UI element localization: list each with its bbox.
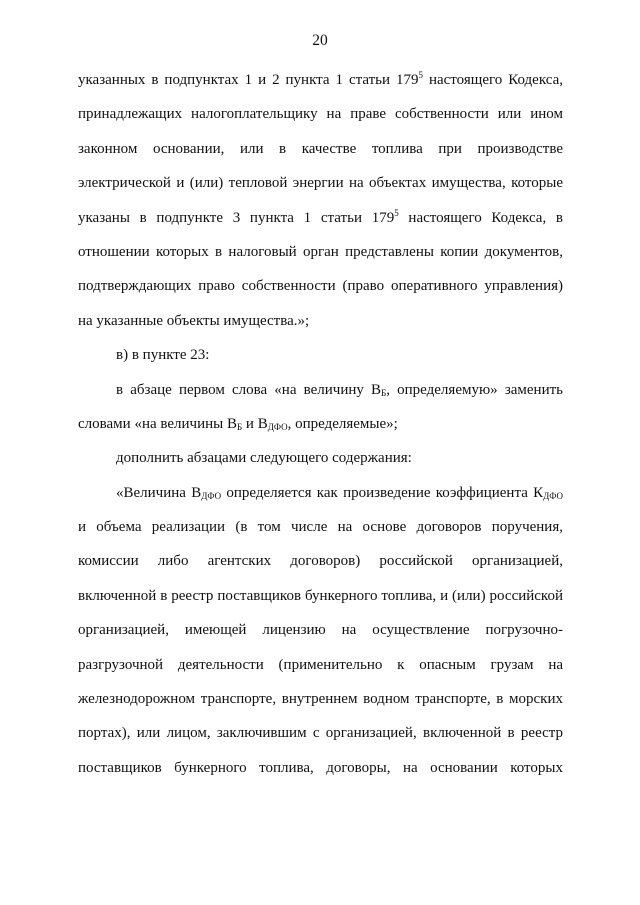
superscript: 5	[418, 70, 423, 80]
text-line: включенной в реестр поставщиков бункерного топлива, и (или) российской	[78, 587, 563, 604]
text-line: подтверждающих право собственности (право оперативного управления)	[78, 278, 563, 295]
text-fragment: определяется как произведение коэффициента К	[221, 484, 544, 501]
text-line	[78, 407, 563, 441]
text-fragment: «Величина В	[116, 484, 202, 501]
subscript: ДФО	[267, 421, 288, 432]
text-line: принадлежащих налогоплательщику на праве собственности или ином	[78, 106, 563, 123]
text-line: законном основании, или в качестве топлива при производстве	[78, 140, 563, 157]
text-line: поставщиков бункерного топлива, договоры, на основании которых	[78, 759, 563, 776]
text-fragment: , определяемые»;	[287, 415, 398, 432]
text-line: железнодорожном транспорте, внутреннем водном транспорте, в морских	[78, 691, 563, 708]
text-line: организацией, имеющей лицензию на осуществление погрузочно-	[78, 622, 563, 639]
subscript: Б	[381, 387, 387, 398]
superscript: 5	[394, 207, 399, 218]
text-fragment: , определяемую» заменить	[386, 381, 564, 398]
text-line: дополнить абзацами следующего содержания:	[116, 450, 412, 467]
text-fragment: настоящего Кодекса, в	[398, 209, 564, 226]
text-fragment: указаны в подпункте 3 пункта 1 статьи 179	[78, 209, 395, 226]
text-line	[78, 476, 563, 510]
text-line: отношении которых в налоговый орган представлены копии документов,	[78, 243, 563, 260]
subscript: Б	[237, 421, 243, 432]
text-line	[78, 373, 563, 407]
text-line: разгрузочной деятельности (применительно к опасным грузам на	[78, 656, 563, 673]
text-line: электрической и (или) тепловой энергии на объектах имущества, которые	[78, 175, 563, 192]
text-line: и объема реализации (в том числе на основе договоров поручения,	[78, 519, 563, 536]
text-line	[78, 201, 563, 235]
text-line	[78, 63, 563, 97]
text-line: на указанные объекты имущества.»;	[78, 312, 310, 329]
text-fragment: указанных в подпунктах 1 и 2 пункта 1 статьи 179	[78, 72, 419, 88]
text-line: портах), или лицом, заключившим с организацией, включенной в реестр	[78, 725, 563, 742]
text-line: комиссии либо агентских договоров) российской организацией,	[78, 553, 563, 570]
text-fragment: настоящего Кодекса,	[423, 72, 563, 88]
document-body	[78, 63, 563, 785]
paragraph-heading: в) в пункте 23:	[116, 347, 210, 364]
text-fragment: и В	[242, 415, 268, 432]
text-fragment: словами «на величины В	[78, 415, 237, 432]
page-number: 20	[312, 32, 328, 49]
text-fragment: в абзаце первом слова «на величину В	[116, 381, 382, 398]
subscript: ДФО	[201, 490, 222, 501]
subscript: ДФО	[543, 490, 564, 501]
